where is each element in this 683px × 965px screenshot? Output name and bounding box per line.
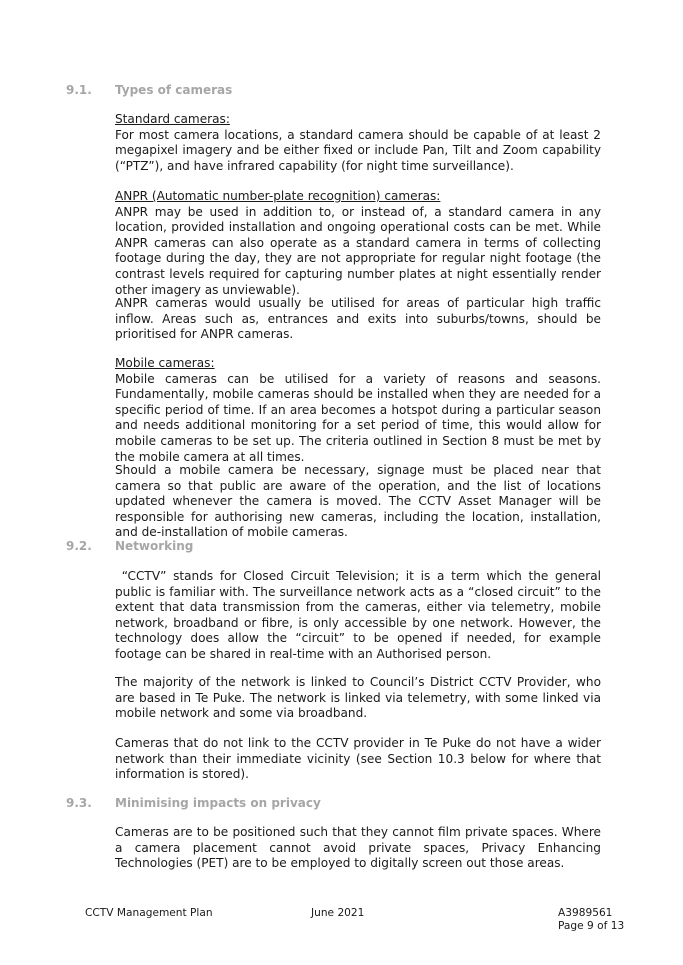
footer-reference xyxy=(558,907,624,933)
footer-doc-id: A3989561 xyxy=(558,907,613,919)
networking-paragraph-1: “CCTV” stands for Closed Circuit Television; it is a term which the general public is familiar with. The surveillance network acts as a “closed circuit” to the extent that data transmission from the cameras, either via telemetry, mobile network, broadband or fibre, is only accessible by one network. However, the technology does allow the “circuit” to be opened if needed, for example footage can be shared in real-time with an Authorised person. xyxy=(115,569,601,661)
footer-page-number: Page 9 of 13 xyxy=(558,920,625,932)
anpr-cameras-heading: ANPR (Automatic number-plate recognition) cameras: xyxy=(115,189,441,203)
mobile-cameras-paragraph: Should a mobile camera be necessary, signage must be placed near that camera so that public are aware of the operation, and the list of locations updated whenever the camera is moved. The CCTV Asset Manager will be responsible for authorising new cameras, including the location, installation, and de-installation of mobile cameras. xyxy=(115,463,601,540)
mobile-cameras-text: Mobile cameras can be utilised for a variety of reasons and seasons. Fundamentally, mobile cameras should be installed when they are needed for a specific period of time. If an area becomes a hotspot during a particular season and needs additional monitoring for a set period of time, this would allow for mobile cameras to be set up. The criteria outlined in Section 8 must be met by the mobile camera at all times. xyxy=(115,371,601,464)
section-number: 9.1. xyxy=(66,83,92,97)
standard-cameras-text: For most camera locations, a standard camera should be capable of at least 2 megapixel imagery and be either fixed or include Pan, Tilt and Zoom capability (“PTZ”), and have infrared capability (for night time surveillance). xyxy=(115,127,601,173)
mobile-cameras-heading: Mobile cameras: xyxy=(115,356,215,370)
footer-document-title: CCTV Management Plan xyxy=(85,907,213,919)
section-title: Minimising impacts on privacy xyxy=(115,796,321,810)
section-title: Types of cameras xyxy=(115,83,233,97)
anpr-cameras-block xyxy=(115,189,601,298)
anpr-cameras-paragraph: ANPR cameras would usually be utilised for areas of particular high traffic inflow. Areas such as, entrances and exits into suburbs/towns, should be prioritised for ANPR cameras. xyxy=(115,296,601,342)
standard-cameras-heading: Standard cameras: xyxy=(115,112,230,126)
section-heading-9-2 xyxy=(66,539,193,553)
standard-cameras-block xyxy=(115,112,601,174)
privacy-paragraph: Cameras are to be positioned such that they cannot film private spaces. Where a camera placement cannot avoid private spaces, Privacy Enhancing Technologies (PET) are to be employed to digitally screen out those areas. xyxy=(115,825,601,871)
section-number: 9.2. xyxy=(66,539,92,553)
section-heading-9-3 xyxy=(66,796,321,810)
anpr-cameras-text: ANPR may be used in addition to, or instead of, a standard camera in any location, provided installation and ongoing operational costs can be met. While ANPR cameras can also operate as a standard camera in terms of collecting footage during the day, they are not appropriate for regular night footage (the contrast levels required for capturing number plates at night essentially render other imagery as unviewable). xyxy=(115,204,601,297)
footer-date: June 2021 xyxy=(311,907,365,919)
networking-paragraph-3: Cameras that do not link to the CCTV provider in Te Puke do not have a wider network than their immediate vicinity (see Section 10.3 below for where that information is stored). xyxy=(115,736,601,782)
section-heading-9-1 xyxy=(66,83,232,97)
networking-paragraph-2: The majority of the network is linked to Council’s District CCTV Provider, who are based in Te Puke. The network is linked via telemetry, with some linked via mobile network and some via broadband. xyxy=(115,675,601,721)
section-title: Networking xyxy=(115,539,194,553)
mobile-cameras-block xyxy=(115,356,601,465)
section-number: 9.3. xyxy=(66,796,92,810)
